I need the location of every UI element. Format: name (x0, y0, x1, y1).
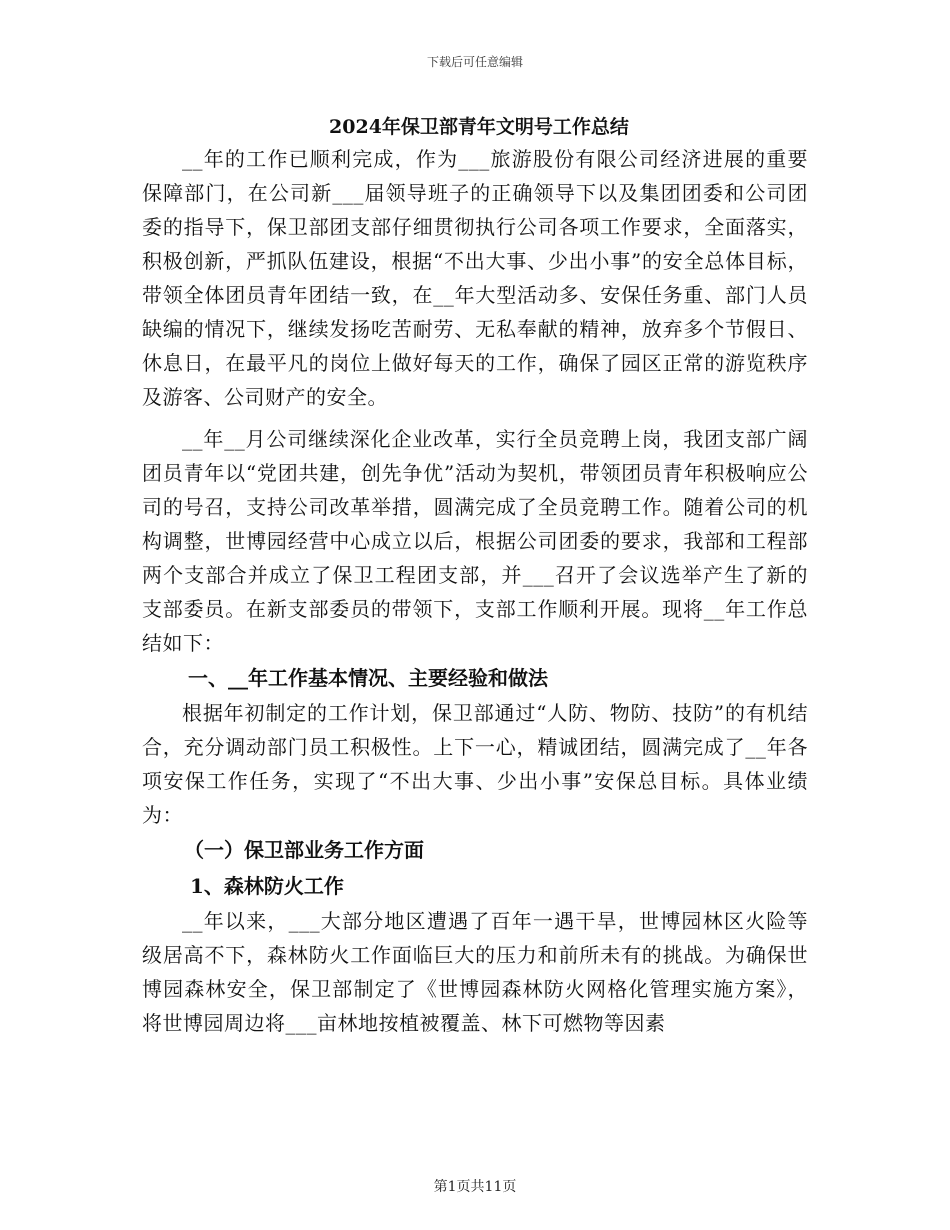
paragraph-forest-fire: __年以来，___大部分地区遭遇了百年一遇干旱，世博园林区火险等级居高不下，森林防火工作面临巨大的压力和前所未有的挑战。为确保世博园森林安全，保卫部制定了《世博园森林防火网格化管理实施方案》，将世博园周边将___亩林地按植被覆盖、林下可燃物等因素 (142, 909, 808, 1035)
page-footer: 第1页共11页 (433, 1179, 517, 1195)
paragraph-gap (142, 414, 808, 422)
paragraph-overview: 根据年初制定的工作计划，保卫部通过“人防、物防、技防”的有机结合，充分调动部门员工积极性。上下一心，精诚团结，圆满完成了__年各项安保工作任务，实现了“不出大事、少出小事”安保总目标。具体业绩为： (142, 701, 808, 827)
item-heading: 1、森林防火工作 (190, 874, 344, 898)
section-heading: 一、__年工作基本情况、主要经验和做法 (188, 666, 548, 690)
header-note: 下载后可任意编辑 (426, 55, 523, 69)
paragraph-intro: __年的工作已顺利完成，作为___旅游股份有限公司经济进展的重要保障部门，在公司新___届领导班子的正确领导下以及集团团委和公司团委的指导下，保卫部团支部仔细贯彻执行公司各项工作要求，全面落实，积极创新，严抓队伍建设，根据“不出大事、少出小事”的安全总体目标，带领全体团员青年团结一致，在__年大型活动多、安保任务重、部门人员缺编的情况下，继续发扬吃苦耐劳、无私奉献的精神，放弃多个节假日、休息日，在最平凡的岗位上做好每天的工作，确保了园区正常的游览秩序及游客、公司财产的安全。 (142, 147, 808, 409)
subsection-heading: （一）保卫部业务工作方面 (184, 838, 424, 862)
document-body (142, 112, 808, 1040)
document-title: 2024年保卫部青年文明号工作总结 (329, 116, 629, 138)
paragraph-reform: __年__月公司继续深化企业改革，实行全员竞聘上岗，我团支部广阔团员青年以“党团共建，创先争优”活动为契机，带领团员青年积极响应公司的号召，支持公司改革举措，圆满完成了全员竞聘工作。随着公司的机构调整，世博园经营中心成立以后，根据公司团委的要求，我部和工程部两个支部合并成立了保卫工程团支部，并___召开了会议选举产生了新的支部委员。在新支部委员的带领下，支部工作顺利开展。现将__年工作总结如下： (142, 427, 808, 655)
